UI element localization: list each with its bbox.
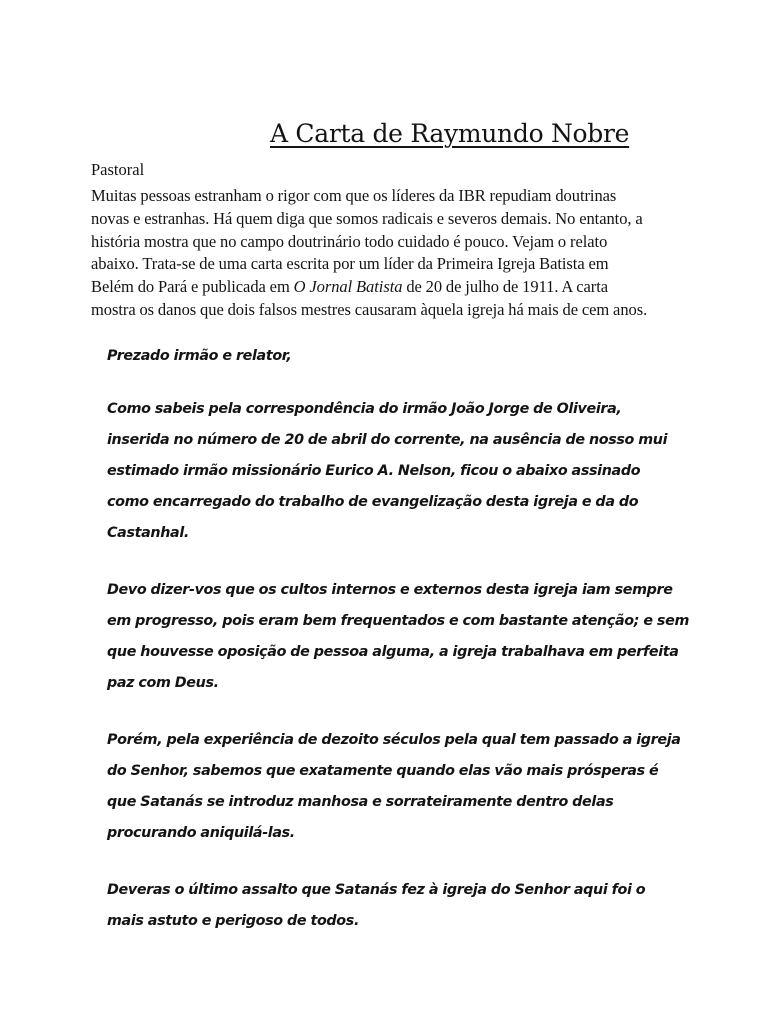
- letter-line: Castanhal.: [107, 525, 189, 541]
- page-title: A Carta de Raymundo Nobre: [270, 119, 630, 148]
- letter-line: como encarregado do trabalho de evangelização desta igreja e da do: [107, 494, 639, 510]
- intro-text: Belém do Pará e publicada em: [91, 277, 294, 297]
- letter-paragraph: [107, 725, 707, 849]
- newspaper-title: O Jornal Batista: [293, 277, 403, 297]
- intro-line: Muitas pessoas estranham o rigor com que os líderes da IBR repudiam doutrinas: [91, 186, 617, 205]
- intro-line: abaixo. Trata-se de uma carta escrita por um líder da Primeira Igreja Batista em: [91, 254, 609, 274]
- letter-paragraph: [107, 394, 707, 549]
- letter-body: [107, 341, 707, 963]
- letter-line: Devo dizer-vos que os cultos internos e externos desta igreja iam sempre: [107, 582, 673, 598]
- letter-line: em progresso, pois eram bem frequentados e com bastante atenção; e sem: [107, 613, 689, 629]
- letter-line: procurando aniquilá-las.: [107, 825, 295, 841]
- letter-line: Deveras o último assalto que Satanás fez à igreja do Senhor aqui foi o: [107, 882, 646, 898]
- letter-salutation: Prezado irmão e relator,: [107, 348, 292, 364]
- letter-line: mais astuto e perigoso de todos.: [107, 913, 360, 929]
- intro-line: história mostra que no campo doutrinário todo cuidado é pouco. Vejam o relato: [91, 231, 608, 251]
- intro-line: mostra os danos que dois falsos mestres causaram àquela igreja há mais de cem anos.: [91, 299, 648, 319]
- letter-line: inserida no número de 20 de abril do corrente, na ausência de nosso mui: [107, 432, 668, 448]
- intro-line: novas e estranhas. Há quem diga que somos radicais e severos demais. No entanto, a: [91, 208, 643, 228]
- section-label: Pastoral: [91, 160, 145, 179]
- letter-line: que houvesse oposição de pessoa alguma, a igreja trabalhava em perfeita: [107, 644, 679, 660]
- intro-text: de 20 de julho de 1911. A carta: [402, 277, 609, 297]
- letter-line: paz com Deus.: [107, 675, 219, 691]
- letter-paragraph: [107, 875, 707, 937]
- letter-line: Como sabeis pela correspondência do irmão João Jorge de Oliveira,: [107, 401, 622, 417]
- letter-line: que Satanás se introduz manhosa e sorrateiramente dentro delas: [107, 794, 614, 810]
- letter-paragraph: [107, 575, 707, 699]
- intro-line: [91, 276, 711, 299]
- letter-line: Porém, pela experiência de dezoito séculos pela qual tem passado a igreja: [107, 732, 681, 748]
- letter-line: do Senhor, sabemos que exatamente quando elas vão mais prósperas é: [107, 763, 659, 779]
- intro-paragraph: [91, 185, 711, 322]
- letter-line: estimado irmão missionário Eurico A. Nelson, ficou o abaixo assinado: [107, 463, 641, 479]
